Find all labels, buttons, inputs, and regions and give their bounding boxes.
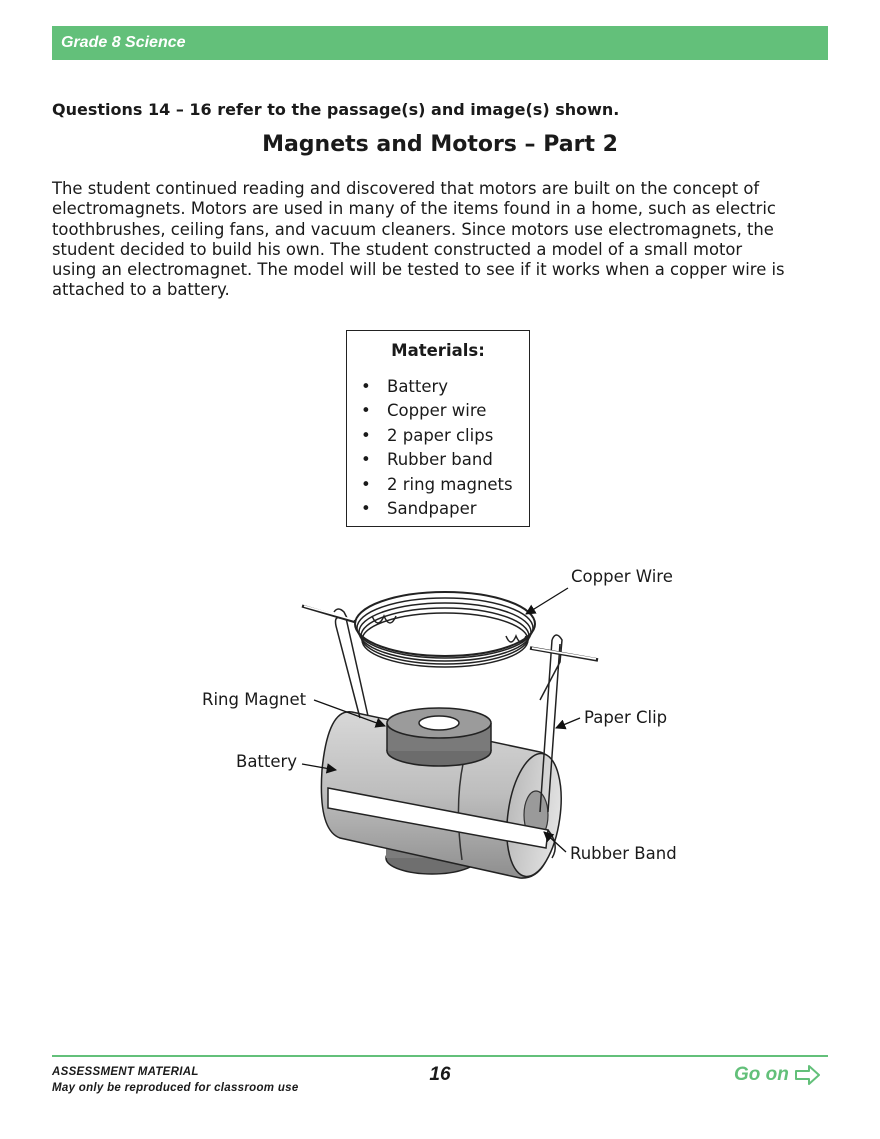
header-bar [52,26,828,60]
label-copper-wire: Copper Wire [571,567,673,586]
passage-line: electromagnets. Motors are used in many of the items found in a home, such as electric [52,199,776,219]
list-item: • 2 ring magnets [361,474,513,494]
passage-line: student decided to build his own. The student constructed a model of a small motor [52,239,743,259]
copper-wire-coil [302,592,598,667]
header-label: Grade 8 Science [61,34,186,51]
materials-list [361,377,513,523]
go-on-indicator [734,1064,821,1086]
passage-line: toothbrushes, ceiling fans, and vacuum cleaners. Since motors use electromagnets, the [52,219,774,239]
page-title: Magnets and Motors – Part 2 [262,132,618,157]
materials-box [346,330,530,527]
arrow-right-outline-icon [795,1065,821,1085]
motor-diagram [0,560,880,900]
label-paper-clip: Paper Clip [584,708,668,727]
passage-line: using an electromagnet. The model will be tested to see if it works when a copper wire is [52,260,785,280]
footer-line-2: May only be reproduced for classroom use [52,1082,299,1094]
go-on-label: Go on [734,1064,789,1085]
label-battery: Battery [236,752,298,771]
list-item: • Copper wire [361,401,487,421]
label-ring-magnet: Ring Magnet [202,690,307,709]
footer-line-1: ASSESSMENT MATERIAL [52,1066,199,1078]
list-item: • Battery [361,377,449,396]
list-item: • Sandpaper [361,498,477,518]
question-intro: Questions 14 – 16 refer to the passage(s) and image(s) shown. [52,100,620,119]
passage [52,179,832,301]
list-item: • Rubber band [361,450,493,470]
passage-line: The student continued reading and discovered that motors are built on the concept of [52,179,760,198]
upper-ring-magnet [387,708,491,766]
page-number: 16 [429,1064,451,1085]
passage-line: attached to a battery. [52,280,230,300]
label-rubber-band: Rubber Band [570,844,677,863]
materials-title: Materials: [391,341,485,360]
list-item: • 2 paper clips [361,425,494,445]
footer-divider [52,1055,828,1057]
